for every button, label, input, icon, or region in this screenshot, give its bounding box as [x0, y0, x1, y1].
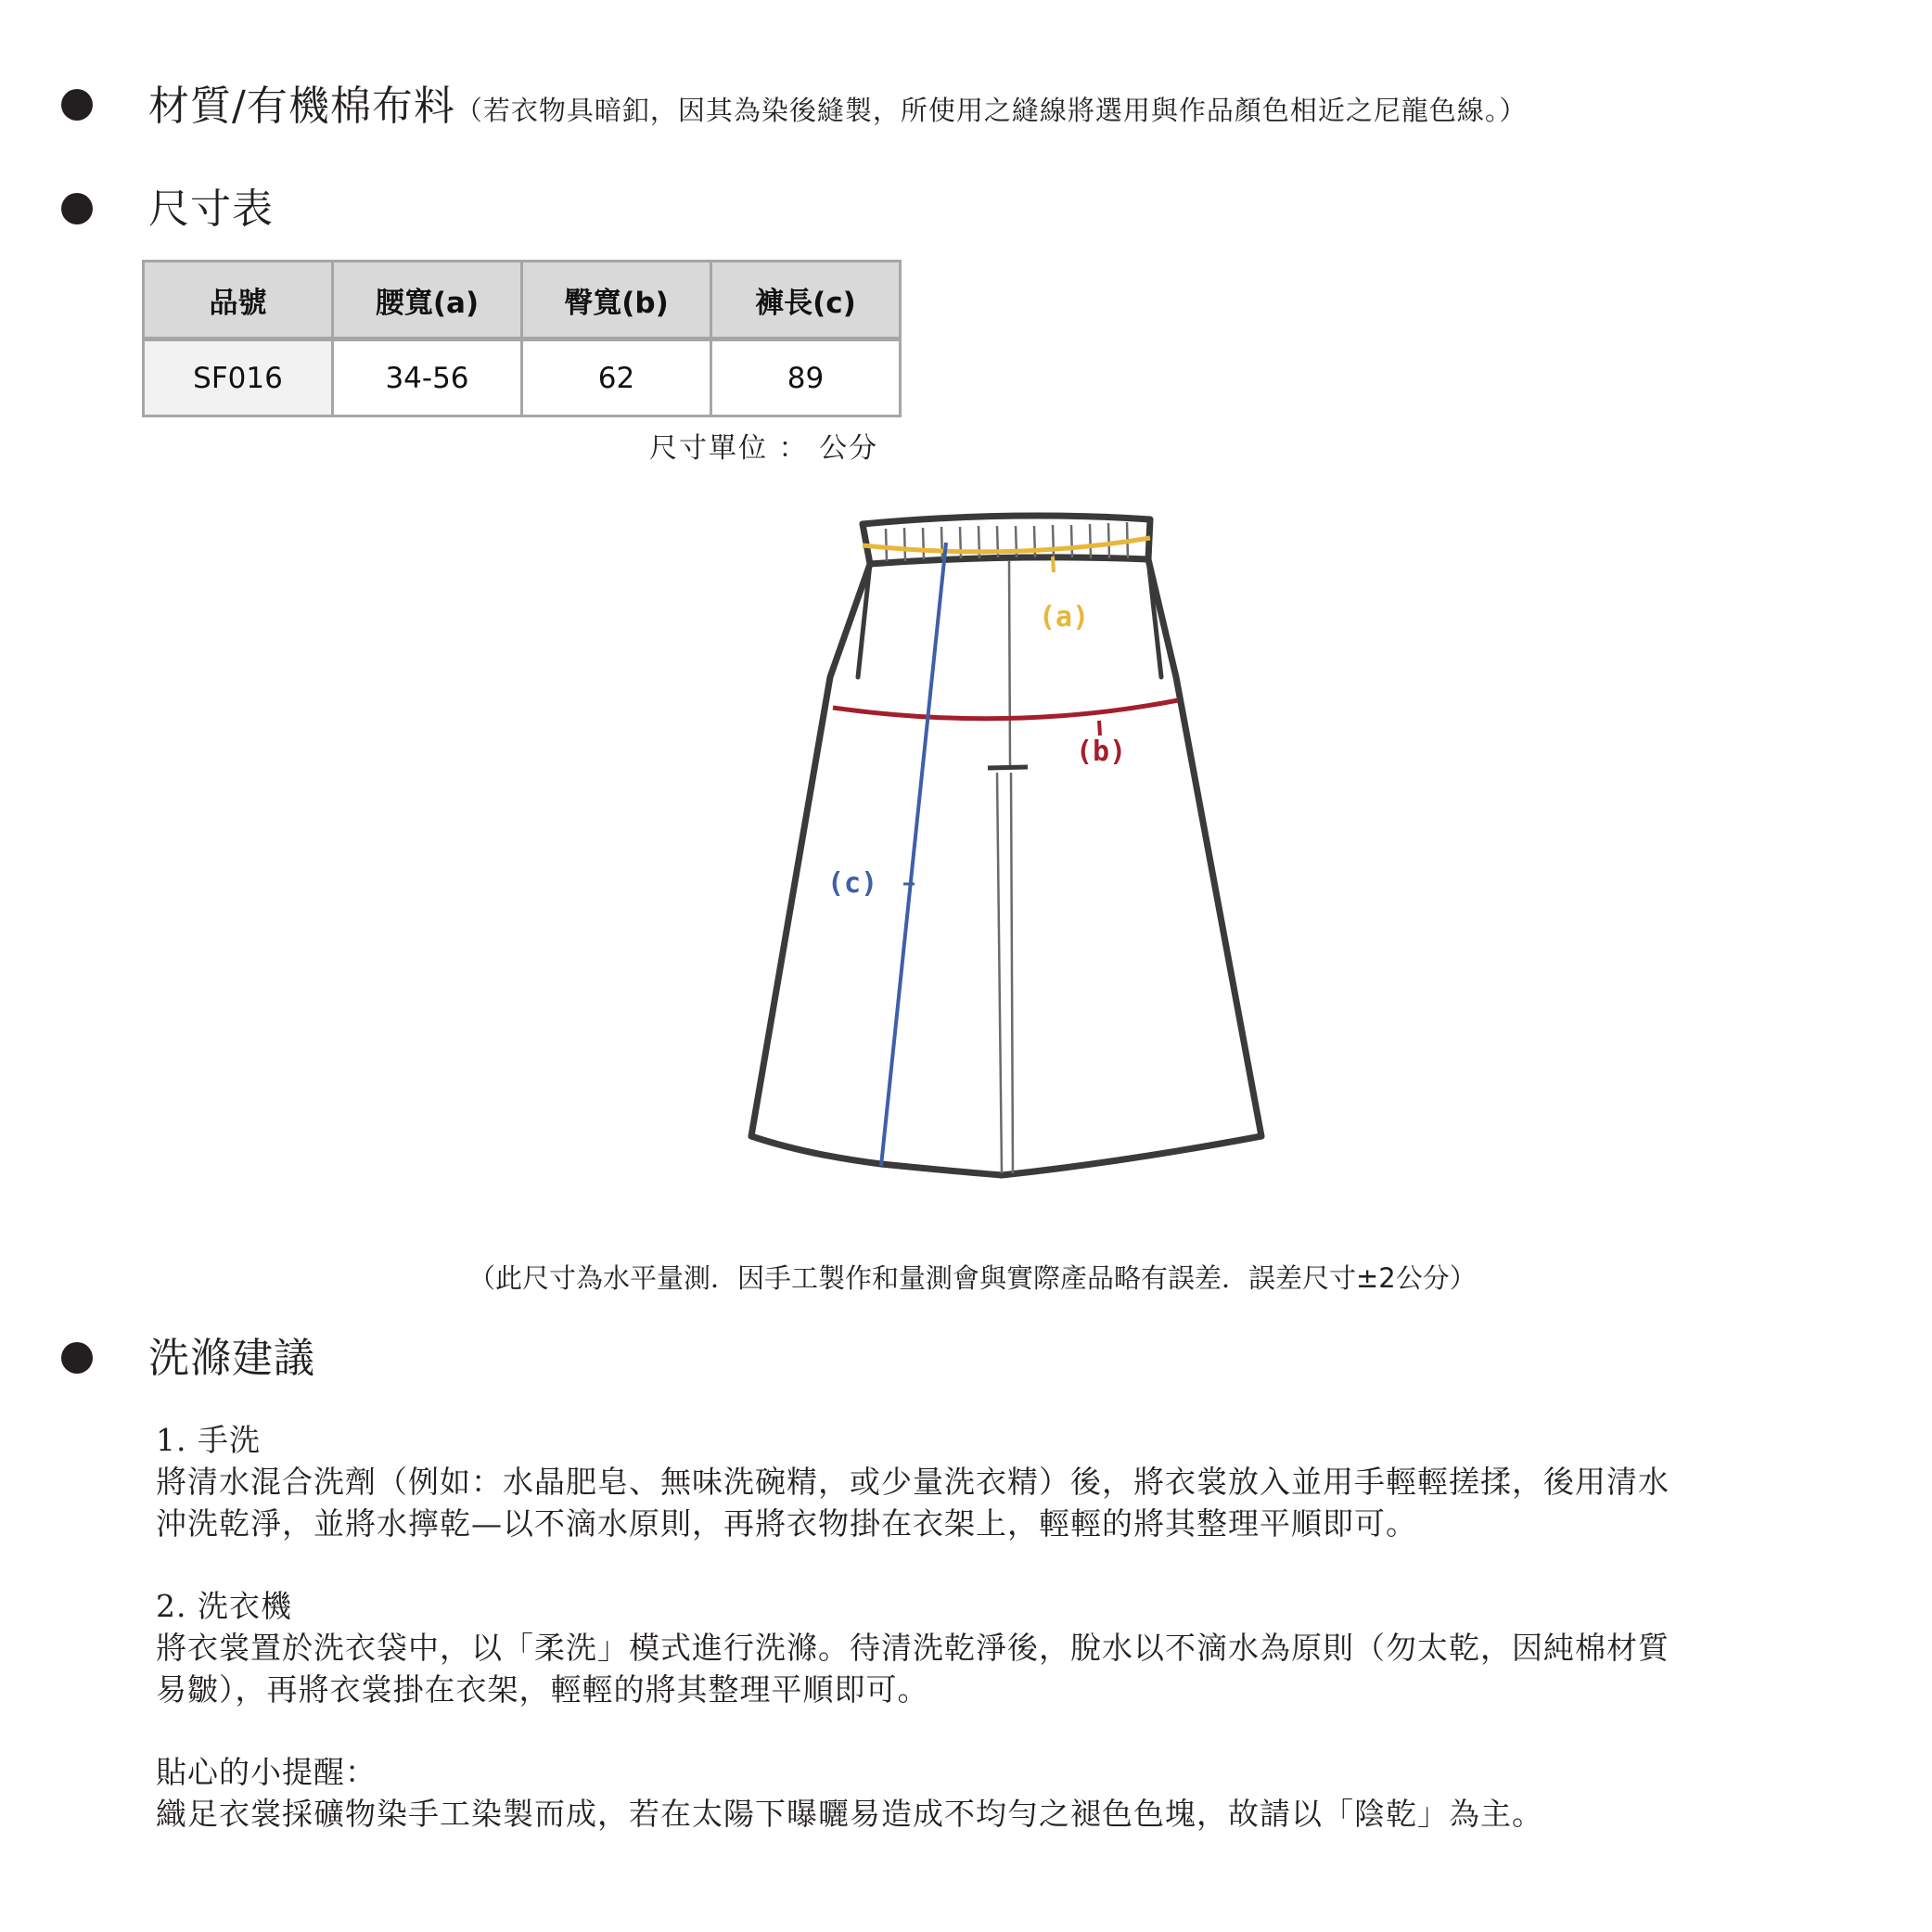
- header-cell-hip: 臀寬(b): [522, 262, 711, 339]
- measurement-disclaimer: （此尺寸為水平量測．因手工製作和量測會與實際產品略有誤差．誤差尺寸±2公分）: [468, 1262, 1477, 1294]
- machine-wash-line-1: 將衣裳置於洗衣袋中，以「柔洗」模式進行洗滌。待清洗乾淨後，脫水以不滴水為原則（勿太乾，因純棉材質: [156, 1630, 1670, 1666]
- machine-wash-title: 2. 洗衣機: [156, 1588, 292, 1624]
- center-seam-lower: [1011, 773, 1013, 1173]
- pants-outline-right: [1148, 519, 1261, 1136]
- pants-outline-left: [751, 524, 870, 1136]
- table-row: [144, 339, 901, 416]
- table-header-row: [144, 262, 901, 339]
- bullet-icon: [61, 1342, 93, 1374]
- center-seam-upper: [1009, 561, 1010, 765]
- cell-waist: 34-56: [333, 339, 522, 416]
- hip-tick-b: [1099, 721, 1100, 736]
- length-line-c: [881, 543, 946, 1166]
- label-b: (b): [1076, 736, 1127, 768]
- label-c: (c): [827, 867, 878, 900]
- label-a: (a): [1039, 601, 1090, 633]
- washing-title: 洗滌建議: [148, 1335, 315, 1382]
- tip-line: 織足衣裳採礦物染手工染製而成，若在太陽下曝曬易造成不均勻之褪色色塊，故請以「陰乾」為主。: [156, 1796, 1543, 1832]
- header-cell-item-no: 品號: [144, 262, 333, 339]
- size-table: [142, 260, 902, 417]
- hand-wash-line-2: 沖洗乾淨，並將水擰乾—以不滴水原則，再將衣物掛在衣架上，輕輕的將其整理平順即可。: [156, 1505, 1417, 1542]
- care-instructions: [156, 1419, 1670, 1835]
- header-cell-length: 褲長(c): [711, 262, 901, 339]
- machine-wash-line-2: 易皺），再將衣裳掛在衣架，輕輕的將其整理平順即可。: [156, 1671, 929, 1708]
- material-title: 材質/有機棉布料: [148, 83, 455, 130]
- inseam-left: [997, 773, 1002, 1173]
- bullet-icon: [61, 193, 93, 224]
- tip-title: 貼心的小提醒：: [156, 1754, 377, 1790]
- bullet-icon: [61, 89, 93, 121]
- crotch-mark: [988, 767, 1028, 768]
- material-note: （若衣物具暗釦，因其為染後縫製，所使用之縫線將選用與作品顏色相近之尼龍色線。）: [454, 95, 1528, 126]
- hem: [751, 1136, 1261, 1175]
- cell-length: 89: [711, 339, 901, 416]
- size-chart-title: 尺寸表: [148, 186, 274, 233]
- cell-item-no: SF016: [144, 339, 333, 416]
- hand-wash-title: 1. 手洗: [156, 1422, 261, 1458]
- size-unit: 尺寸單位 ： 公分: [649, 432, 879, 465]
- waist-tick-a: [1053, 557, 1054, 572]
- cell-hip: 62: [522, 339, 711, 416]
- header-cell-waist: 腰寬(a): [333, 262, 522, 339]
- hand-wash-line-1: 將清水混合洗劑（例如：水晶肥皂、無味洗碗精，或少量洗衣精）後，將衣裳放入並用手輕輕搓揉，後用清水: [156, 1464, 1670, 1500]
- pants-diagram: [733, 505, 1289, 1192]
- waistband-top: [863, 516, 1150, 524]
- hip-line-b: [833, 700, 1178, 719]
- material-heading: [148, 83, 1528, 130]
